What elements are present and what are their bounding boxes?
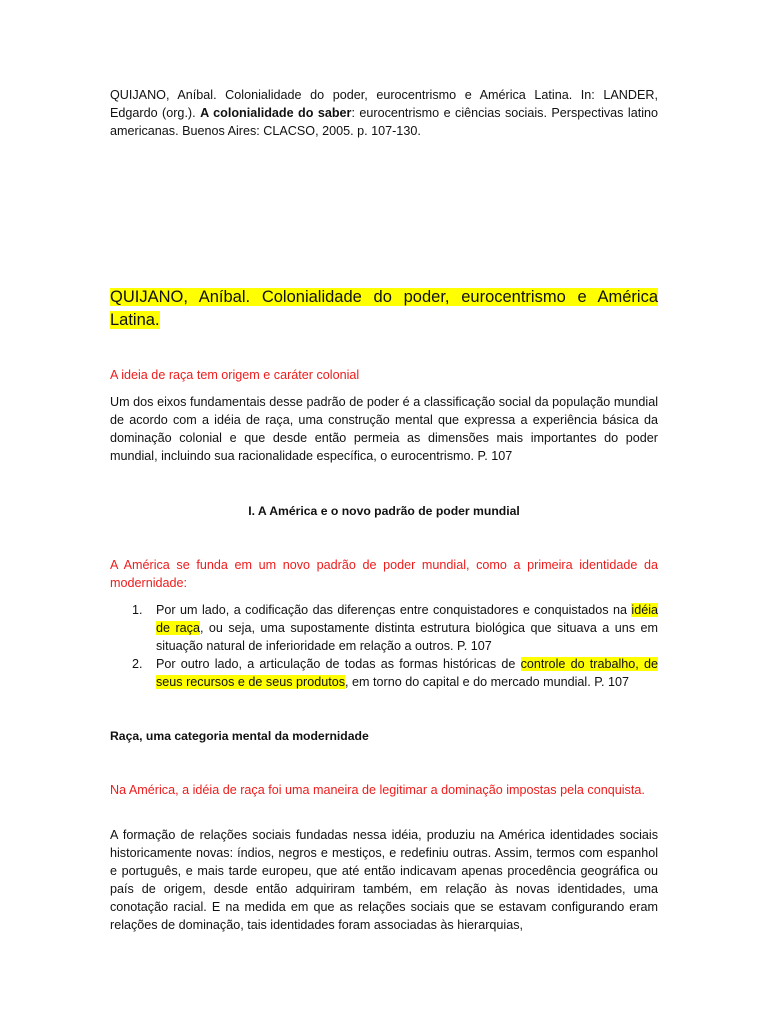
reference-text-a: QUIJANO, Aníbal. Colonialidade do poder, eurocentrismo e América Latina. In: LANDER, Edgardo (org.). <box>110 88 658 120</box>
list-item-text-end: , em torno do capital e do mercado mundial. P. 107 <box>345 675 630 689</box>
reference-text-b: : eurocentrismo e ciências sociais. Perspectivas latino americanas. Buenos Aires: CLACSO, 2005. p. 107-130. <box>110 106 659 138</box>
subheading-new-power-pattern: A América se funda em um novo padrão de poder mundial, como a primeira identidade da modernidade: <box>110 558 658 590</box>
section-heading-america: I. A América e o novo padrão de poder mundial <box>248 504 520 518</box>
paragraph-power-axes: Um dos eixos fundamentais desse padrão de poder é a classificação social da população mundial de acordo com a idéia de raça, uma construção mental que expressa a experiência básica da dominação colonial e que desde então permeia as dimensões mais importantes do poder mundial, incluindo sua racionalidade específica, o eurocentrismo. P. 107 <box>110 395 658 463</box>
list-item <box>110 655 658 691</box>
list-item-highlight: controle do trabalho, de seus recursos e de seus produtos <box>156 657 659 689</box>
paragraph-social-identities: A formação de relações sociais fundadas nessa idéia, produziu na América identidades sociais historicamente novas: índios, negros e mestiços, e redefiniu outras. Assim, termos com espanhol e português, e mais tarde europeu, que até então indicavam apenas procedência geográfica ou país de origem, desde então adquiriram também, em relação às novas identidades, uma conotação racial. E na medida em que as relações sociais que se estavam configurando eram relações de dominação, tais identidades foram associadas às hierarquias, <box>110 828 658 932</box>
list-item-number: 1. <box>132 603 143 617</box>
list-item-highlight: idéia de raça <box>156 603 658 635</box>
reference-book-title: A colonialidade do saber <box>200 106 352 120</box>
subheading-race-origin: A ideia de raça tem origem e caráter colonial <box>110 368 360 382</box>
list-item-text: Por outro lado, a articulação de todas as formas históricas de <box>156 657 521 671</box>
title-text: QUIJANO, Aníbal. Colonialidade do poder, eurocentrismo e América Latina. <box>110 288 658 329</box>
list-item-text-end: , ou seja, uma supostamente distinta estrutura biológica que situava a uns em situação natural de inferioridade em relação a outros. P. 107 <box>156 621 658 653</box>
list-item-number: 2. <box>132 657 143 671</box>
numbered-list <box>110 601 658 691</box>
highlighted-title <box>110 286 658 332</box>
list-item-text: Por um lado, a codificação das diferenças entre conquistadores e conquistados na <box>156 603 632 617</box>
list-item <box>110 601 658 655</box>
bibliographic-reference <box>110 86 658 140</box>
subheading-race-legitimation: Na América, a idéia de raça foi uma maneira de legitimar a dominação impostas pela conquista. <box>110 783 645 797</box>
section-heading-race-category: Raça, uma categoria mental da modernidade <box>110 729 369 743</box>
